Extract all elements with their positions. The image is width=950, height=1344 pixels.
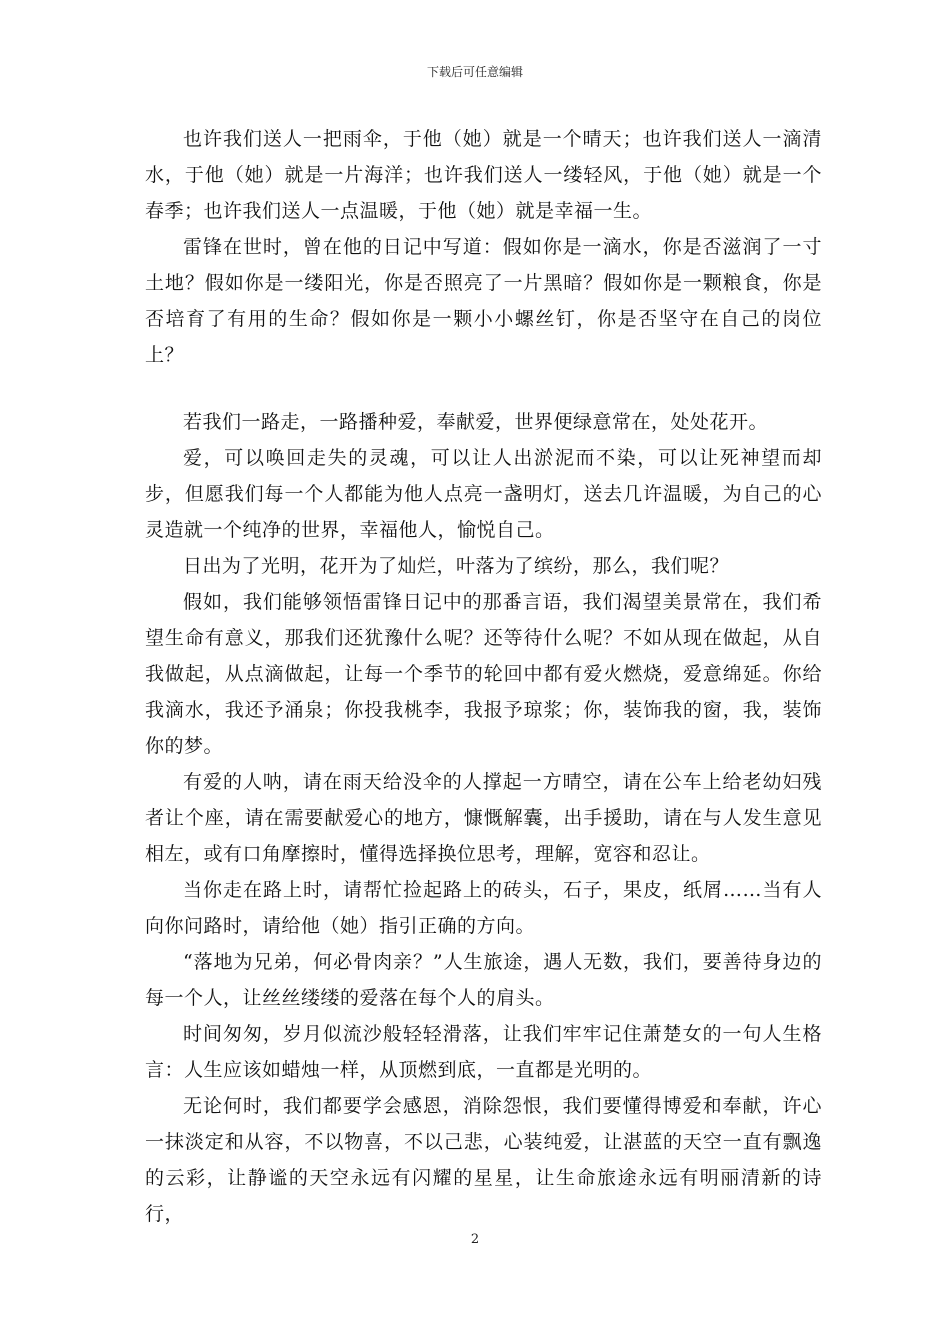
page-header: 下载后可任意编辑 — [426, 65, 523, 79]
paragraph-8: 当你走在路上时，请帮忙捡起路上的砖头，石子，果皮，纸屑……当有人向你问路时，请给他（她）指引正确的方向。 — [145, 879, 822, 937]
paragraph-10: 时间匆匆，岁月似流沙般轻轻滑落，让我们牢牢记住萧楚女的一句人生格言：人生应该如蜡烛一样，从顶燃到底，一直都是光明的。 — [145, 1023, 822, 1081]
paragraph-11: 无论何时，我们都要学会感恩，消除怨恨，我们要懂得博爱和奉献，许心一抹淡定和从容，不以物喜，不以己悲，心装纯爱，让湛蓝的天空一直有飘逸的云彩，让静谧的天空永远有闪耀的星星，让生命旅途永远有明丽清新的诗行， — [145, 1095, 822, 1225]
paragraph-6: 假如，我们能够领悟雷锋日记中的那番言语，我们渴望美景常在，我们希望生命有意义，那我们还犹豫什么呢？还等待什么呢？不如从现在做起，从自我做起，从点滴做起，让每一个季节的轮回中都有爱火燃烧，爱意绵延。你给我滴水，我还予涌泉；你投我桃李，我报予琼浆；你，装饰我的窗，我，装饰你的梦。 — [145, 591, 822, 757]
paragraph-5: 日出为了光明，花开为了灿烂，叶落为了缤纷，那么，我们呢？ — [183, 555, 730, 577]
paragraph-4: 爱，可以唤回走失的灵魂，可以让人出淤泥而不染，可以让死神望而却步，但愿我们每一个人都能为他人点亮一盏明灯，送去几许温暖，为自己的心灵造就一个纯净的世界，幸福他人，愉悦自己。 — [145, 447, 822, 541]
document-body — [145, 121, 822, 1232]
paragraph-2: 雷锋在世时，曾在他的日记中写道：假如你是一滴水，你是否滋润了一寸土地？假如你是一缕阳光，你是否照亮了一片黑暗？假如你是一颗粮食，你是否培育了有用的生命？假如你是一颗小小螺丝钉，你是否坚守在自己的岗位上？ — [145, 236, 822, 366]
paragraph-9: “落地为兄弟，何必骨肉亲？”人生旅途，遇人无数，我们，要善待身边的每一个人，让丝丝缕缕的爱落在每个人的肩头。 — [145, 951, 822, 1009]
paragraph-1: 也许我们送人一把雨伞，于他（她）就是一个晴天；也许我们送人一滴清水，于他（她）就是一片海洋；也许我们送人一缕轻风，于他（她）就是一个春季；也许我们送人一点温暖，于他（她）就是幸福一生。 — [145, 128, 822, 222]
paragraph-3: 若我们一路走，一路播种爱，奉献爱，世界便绿意常在，处处花开。 — [183, 411, 769, 433]
page-number: 2 — [470, 1232, 480, 1247]
paragraph-7: 有爱的人呐，请在雨天给没伞的人撑起一方晴空，请在公车上给老幼妇残者让个座，请在需要献爱心的地方，慷慨解囊，出手援助，请在与人发生意见相左，或有口角摩擦时，懂得选择换位思考，理解，宽容和忍让。 — [145, 771, 822, 865]
